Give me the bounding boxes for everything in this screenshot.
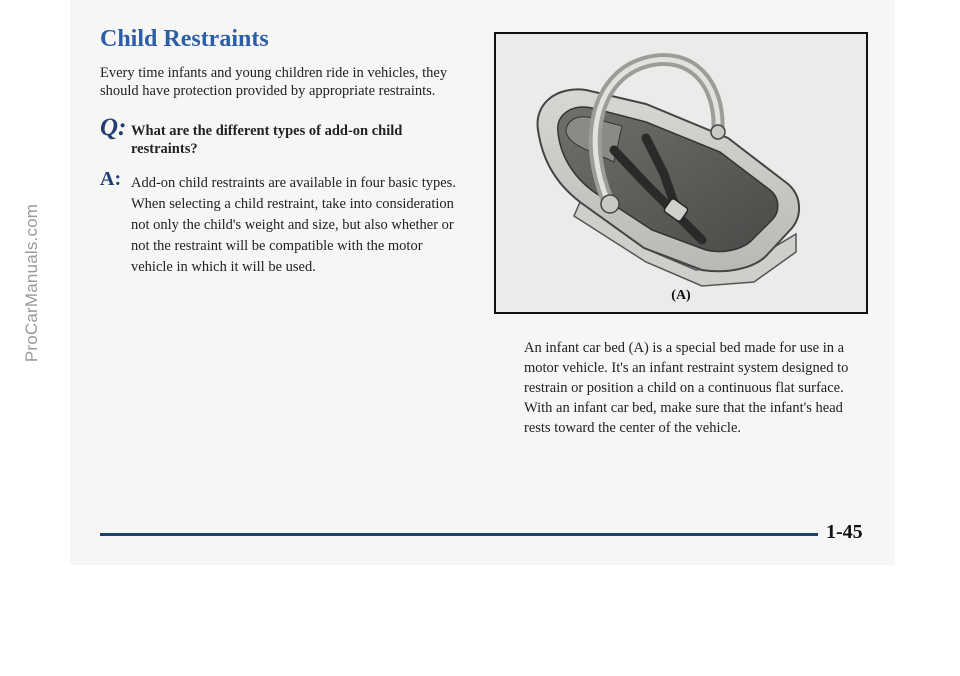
figure-caption: An infant car bed (A) is a special bed made for use in a motor vehicle. It's an infant restraint system designed to restrain or position a child on a continuous flat surface. With an infant car bed, make sure that the infant's head rests toward the center of the vehicle.	[524, 340, 849, 436]
question-text: What are the different types of add-on child restraints?	[131, 123, 403, 157]
section-title: Child Restraints	[100, 26, 269, 52]
watermark-text: ProCarManuals.com	[22, 203, 41, 362]
figure-label: (A)	[671, 288, 691, 303]
watermark	[12, 0, 52, 565]
infant-car-bed-illustration	[496, 34, 866, 312]
page-number: 1-45	[826, 521, 863, 543]
intro-paragraph: Every time infants and young children ride in vehicles, they should have protection provided by appropriate restraints.	[100, 65, 448, 99]
question-mark: Q:	[100, 114, 127, 141]
answer-text: Add-on child restraints are available in four basic types. When selecting a child restraint, take into consideration not only the child's weight and size, but also whether or not the restraint will be compatible with the motor vehicle in which it will be used.	[131, 175, 456, 275]
infant-car-bed-figure	[494, 32, 868, 314]
footer-rule	[100, 533, 818, 536]
handle-pivot	[601, 195, 619, 213]
answer-mark: A:	[100, 168, 122, 190]
